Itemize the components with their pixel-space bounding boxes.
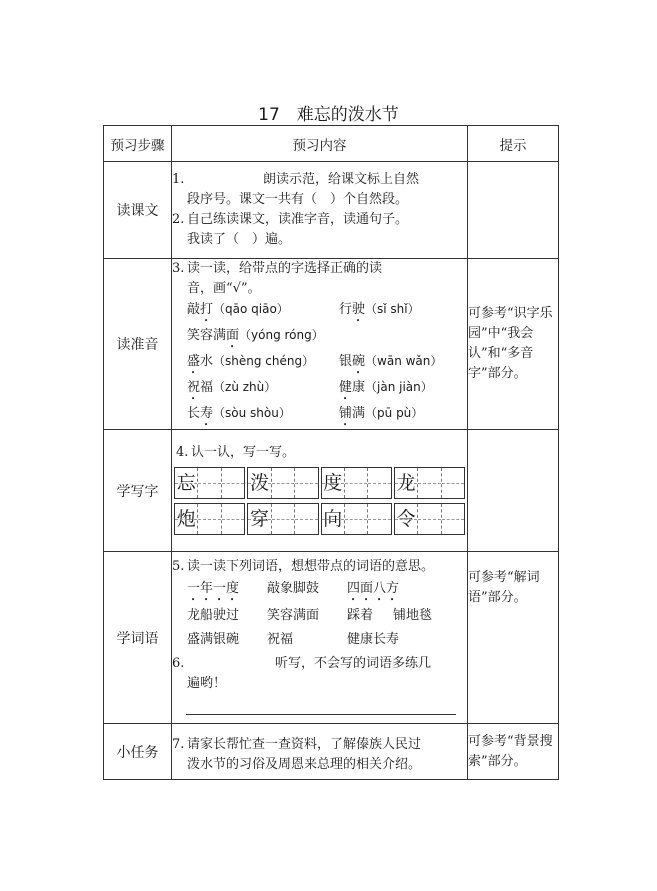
item-text: 段序号。课文一共有（ ）个自然段。 [187,192,409,207]
content-pronunciation [172,259,468,430]
practice-cell[interactable] [198,468,221,498]
hint-writing [468,430,559,552]
practice-cell[interactable] [368,468,390,498]
answer-line[interactable] [186,700,456,715]
page-title: 17 难忘的泼水节 [258,105,399,125]
practice-cell[interactable] [442,504,464,534]
model-char-cell: 泼 [248,468,271,498]
word: 铺地毯 [393,607,433,623]
word: 祝福 [267,631,294,647]
model-char-cell: 穿 [248,504,271,534]
header-row [104,126,559,162]
writing-box[interactable] [174,503,245,535]
grid-row [174,503,467,535]
word: 踩着 [347,607,374,623]
row-task [104,724,559,780]
header-step: 预习步骤 [104,126,172,162]
reading-row: 长寿（sòu shòu） 铺满（pū pù） [187,406,424,421]
model-char-cell: 炮 [175,504,198,534]
item-text: 自己练读课文，读准字音，读通句子。 [187,212,409,227]
reading-list [172,299,467,429]
practice-cell[interactable] [222,504,244,534]
step-words: 学词语 [104,552,172,724]
practice-cell[interactable] [418,468,441,498]
practice-cell[interactable] [368,504,390,534]
header-hint: 提示 [468,126,559,162]
row-pronunciation [104,259,559,430]
model-char-cell: 向 [322,504,345,534]
hint-task: 可参考“背景搜索”部分。 [468,724,559,780]
item-7 [172,735,467,775]
model-char-cell: 令 [395,504,418,534]
item-text: 遍哟！ [187,675,227,691]
practice-cell[interactable] [345,504,368,534]
word: 笑容满面 [267,607,320,623]
item-number: 7. [172,736,185,752]
item-5 [172,557,467,577]
item-text: 读一读下列词语，想想带点的词语的意思。 [187,558,435,574]
hint-read [468,162,559,259]
reading-row: 敲打（qāo qiāo） 行驶（sǐ shǐ） [187,302,420,317]
step-task: 小任务 [104,724,172,780]
content-read [172,162,468,259]
word-list [172,577,467,652]
practice-cell[interactable] [198,504,221,534]
hint-pronunciation: 可参考“识字乐园”中“我会认”和“多音字”部分。 [468,259,559,430]
item-4 [174,443,467,463]
item-text: 我读了（ ）遍。 [187,232,292,247]
writing-grid [174,467,467,535]
word: 盛满银碗 [187,631,240,647]
row-read [104,162,559,259]
row-words [104,552,559,724]
word: 四面八方 [347,580,400,596]
reading-row: 祝福（zù zhù） 健康（jàn jiàn） [187,380,433,395]
step-writing: 学写字 [104,430,172,552]
item-2 [172,210,467,250]
hint-words: 可参考“解词语”部分。 [468,552,559,724]
practice-cell[interactable] [222,468,244,498]
item-6 [172,654,467,694]
item-number: 5. [172,558,185,574]
step-pronunciation: 读准音 [104,259,172,430]
practice-cell[interactable] [295,504,317,534]
header-content: 预习内容 [172,126,468,162]
practice-cell[interactable] [418,504,441,534]
writing-box[interactable] [174,467,245,499]
word: 敲象脚鼓 [267,580,320,596]
writing-box[interactable] [394,467,465,499]
practice-cell[interactable] [295,468,317,498]
word: 健康长寿 [347,631,400,647]
item-number: 1. [172,172,185,187]
practice-cell[interactable] [272,504,295,534]
item-text: 认一认，写一写。 [191,444,296,460]
step-read: 读课文 [104,162,172,259]
content-words [172,552,468,724]
item-text: 音，画“√”。 [187,281,261,296]
content-task [172,724,468,780]
reading-row: 盛水（shèng chéng） 银碗（wān wǎn） [187,354,443,369]
item-3 [172,259,467,299]
reading-row: 笑容满面（yóng róng） [187,328,324,343]
word: 一年一度 [187,580,240,596]
model-char-cell: 度 [322,468,345,498]
item-number: 4. [176,444,189,460]
writing-box[interactable] [247,467,318,499]
row-writing [104,430,559,552]
item-text: 朗读示范，给课文标上自然 [263,172,420,187]
item-text: 听写，不会写的词语多练几 [275,655,432,671]
practice-cell[interactable] [442,468,464,498]
writing-box[interactable] [321,467,392,499]
grid-row [174,467,467,499]
content-writing [172,430,468,552]
writing-box[interactable] [321,503,392,535]
item-number: 2. [172,212,185,227]
item-number: 6. [172,655,185,671]
item-text: 泼水节的习俗及周恩来总理的相关介绍。 [187,756,422,772]
writing-box[interactable] [247,503,318,535]
item-text: 请家长帮忙查一查资料，了解傣族人民过 [187,736,422,752]
item-1 [172,170,467,210]
model-char-cell: 忘 [175,468,198,498]
practice-cell[interactable] [345,468,368,498]
item-text: 读一读，给带点的字选择正确的读 [187,261,383,276]
model-char-cell: 龙 [395,468,418,498]
word: 龙船驶过 [187,607,240,623]
preview-table [103,125,559,780]
item-number: 3. [172,261,185,276]
writing-box[interactable] [394,503,465,535]
practice-cell[interactable] [272,468,295,498]
